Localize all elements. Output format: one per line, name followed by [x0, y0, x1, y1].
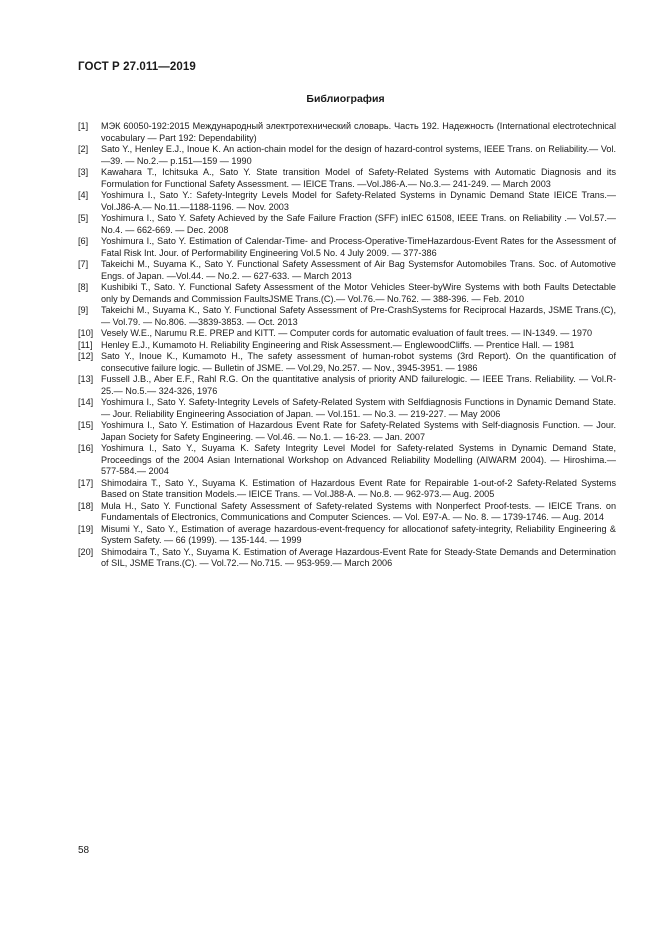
bibliography-entry [78, 420, 616, 443]
bibliography-list [78, 121, 616, 570]
page-number: 58 [78, 845, 90, 856]
bibliography-entry [78, 305, 616, 328]
entry-number: [2] [78, 144, 89, 154]
entry-text: Sato Y., Inoue K., Kumamoto H., The safety assessment of human-robot systems (3rd Report). On the quantification of consecutive failure logic. — Bulletin of JSME. — Vol.29, No.257. — Nov., 3945-3951. — 1986 [101, 351, 616, 373]
bibliography-entry [78, 144, 616, 167]
entry-text: МЭК 60050-192:2015 Международный электротехнический словарь. Часть 192. Надежность (International electrotechnical vocabulary — Part 192: Dependability) [101, 121, 616, 143]
section-title: Библиография [306, 93, 385, 105]
bibliography-entry [78, 547, 616, 570]
entry-number: [9] [78, 305, 89, 315]
entry-text: Kawahara T., Ichitsuka A., Sato Y. State transition Model of Safety-Related Systems with Automatic Diagnosis and its Formulation for Functional Safety Assessment. — IEICE Trans. —Vol.J86-A.— No.3.— 241-249. — March 2003 [101, 167, 616, 189]
bibliography-entry [78, 340, 616, 352]
entry-text: Vesely W.E., Narumu R.E. PREP and KITT. — Computer cords for automatic evaluation of fault trees. — IN-1349. — 1970 [101, 328, 593, 338]
entry-text: Shimodaira T., Sato Y., Suyama K. Estimation of Average Hazardous-Event Rate for Steady-State Demands and Determination of SIL, JSME Trans.(C). — Vol.72.— No.715. — 953-959.— March 2006 [101, 546, 616, 568]
entry-number: [14] [78, 397, 94, 407]
bibliography-entry [78, 213, 616, 236]
entry-number: [19] [78, 523, 94, 534]
bibliography-entry [78, 121, 616, 144]
entry-text: Takeichi M., Suyama K., Sato Y. Functional Safety Assessment of Pre-CrashSystems for Reciprocal Hazards, JSME Trans.(C), — Vol.79. — No.806. —3839-3853. — Oct. 2013 [101, 305, 616, 327]
entry-number: [13] [78, 374, 94, 384]
entry-number: [8] [78, 282, 89, 292]
bibliography-entry [78, 236, 616, 259]
entry-text: Fussell J.B., Aber E.F., Rahl R.G. On the quantitative analysis of priority AND failurelogic. — IEEE Trans. Reliability. — Vol.R-25.— No.5.— 324-326, 1976 [101, 374, 616, 396]
entry-text: Yoshimura I., Sato Y. Safety Achieved by the Safe Failure Fraction (SFF) inIEC 61508, IEEE Trans. on Reliability .— Vol.57.— No.4. — 662-669. — Dec. 2008 [101, 213, 616, 235]
bibliography-entry [78, 328, 616, 340]
entry-text: Kushibiki T., Sato. Y. Functional Safety Assessment of the Motor Vehicles Steer-byWire Systems with both Faults Detectable only by Demands and Commission FaultsJSME Trans.(C).— Vol.76.— No.762. — 388-396. — Feb. 2010 [101, 282, 616, 304]
entry-number: [4] [78, 190, 89, 200]
entry-number: [5] [78, 213, 89, 223]
entry-text: Henley E.J., Kumamoto H. Reliability Engineering and Risk Assessment.— EnglewoodCliffs. — Prentice Hall. — 1981 [101, 339, 575, 350]
bibliography-entry [78, 443, 616, 478]
bibliography-entry [78, 351, 616, 374]
bibliography-entry [78, 397, 616, 420]
entry-number: [17] [78, 477, 94, 488]
entry-text: Shimodaira T., Sato Y., Suyama K. Estimation of Hazardous Event Rate for Repairable 1-out-of-2 Safety-Related Systems Based on State transition Models.— IEICE Trans. — Vol.J88-A. — No.8. — 962-973.— Aug. 2005 [101, 477, 616, 499]
bibliography-entry [78, 259, 616, 282]
entry-number: [15] [78, 420, 94, 430]
entry-number: [6] [78, 236, 89, 246]
entry-number: [1] [78, 121, 89, 131]
bibliography-entry [78, 167, 616, 190]
entry-number: [16] [78, 443, 94, 453]
entry-text: Mula H., Sato Y. Functional Safety Assessment of Safety-related Systems with Nonperfect Proof-tests. — IEICE Trans. on Fundamentals of Electronics, Communications and Computer Sciences. — Vol. E97-A. — No. 8. — 1739-1746. — Aug. 2014 [101, 500, 616, 522]
entry-number: [3] [78, 167, 89, 177]
entry-number: [10] [78, 328, 94, 338]
entry-text: Yoshimura I., Sato Y., Suyama K. Safety Integrity Level Model for Safety-related Systems in Dynamic Demand State, Proceedings of the 2004 Asian International Workshop on Advanced Reliability Modelling (AIWARM 2004). — Hiroshima.— 577-584.— 2004 [101, 443, 616, 476]
entry-text: Yoshimura I., Sato Y.: Safety-Integrity Levels Model for Safety-Related Systems in Dynamic Demand State IEICE Trans.— Vol.J86-A.— No.11.—1188-1196. — Nov. 2003 [101, 190, 616, 212]
document-header: ГОСТ Р 27.011—2019 [78, 61, 196, 73]
entry-text: Yoshimura I., Sato Y. Safety-Integrity Levels of Safety-Related System with Selfdiagnosis Functions in Dynamic Demand State. — Jour. Reliability Engineering Association of Japan. — Vol.151. — No.3. — 219-227. — May 2006 [101, 397, 616, 419]
bibliography-entry [78, 190, 616, 213]
bibliography-entry [78, 282, 616, 305]
entry-text: Sato Y., Henley E.J., Inoue K. An action-chain model for the design of hazard-control systems, IEEE Trans. on Reliability.— Vol.—39. — No.2.— p.151—159 — 1990 [101, 144, 616, 166]
entry-number: [12] [78, 351, 94, 361]
entry-text: Yoshimura I., Sato Y. Estimation of Hazardous Event Rate for Safety-Related Systems with Self-diagnosis Function. — Jour. Japan Society for Safety Engineering. — Vol.46. — No.1. — 16-23. — Jan. 2007 [101, 420, 616, 442]
bibliography-entry [78, 501, 616, 524]
entry-number: [18] [78, 500, 94, 511]
entry-number: [7] [78, 259, 89, 269]
bibliography-entry [78, 478, 616, 501]
bibliography-entry [78, 374, 616, 397]
entry-text: Misumi Y., Sato Y., Estimation of average hazardous-event-frequency for allocationof safety-integrity, Reliability Engineering & System Safety. — 66 (1999). — 135-144. — 1999 [101, 523, 616, 545]
entry-text: Takeichi M., Suyama K., Sato Y. Functional Safety Assessment of Air Bag Systemsfor Automobiles Trans. Soc. of Automotive Engs. of Japan. —Vol.44. — No.2. — 627-633. — March 2013 [101, 259, 616, 281]
entry-text: Yoshimura I., Sato Y. Estimation of Calendar-Time- and Process-Operative-TimeHazardous-Event Rates for the Assessment of Fatal Risk Int. Jour. of Performability Engineering Vol.5 No. 4 July 2009. — 377-386 [101, 236, 616, 258]
bibliography-entry [78, 524, 616, 547]
entry-number: [11] [78, 339, 93, 350]
entry-number: [20] [78, 546, 94, 557]
